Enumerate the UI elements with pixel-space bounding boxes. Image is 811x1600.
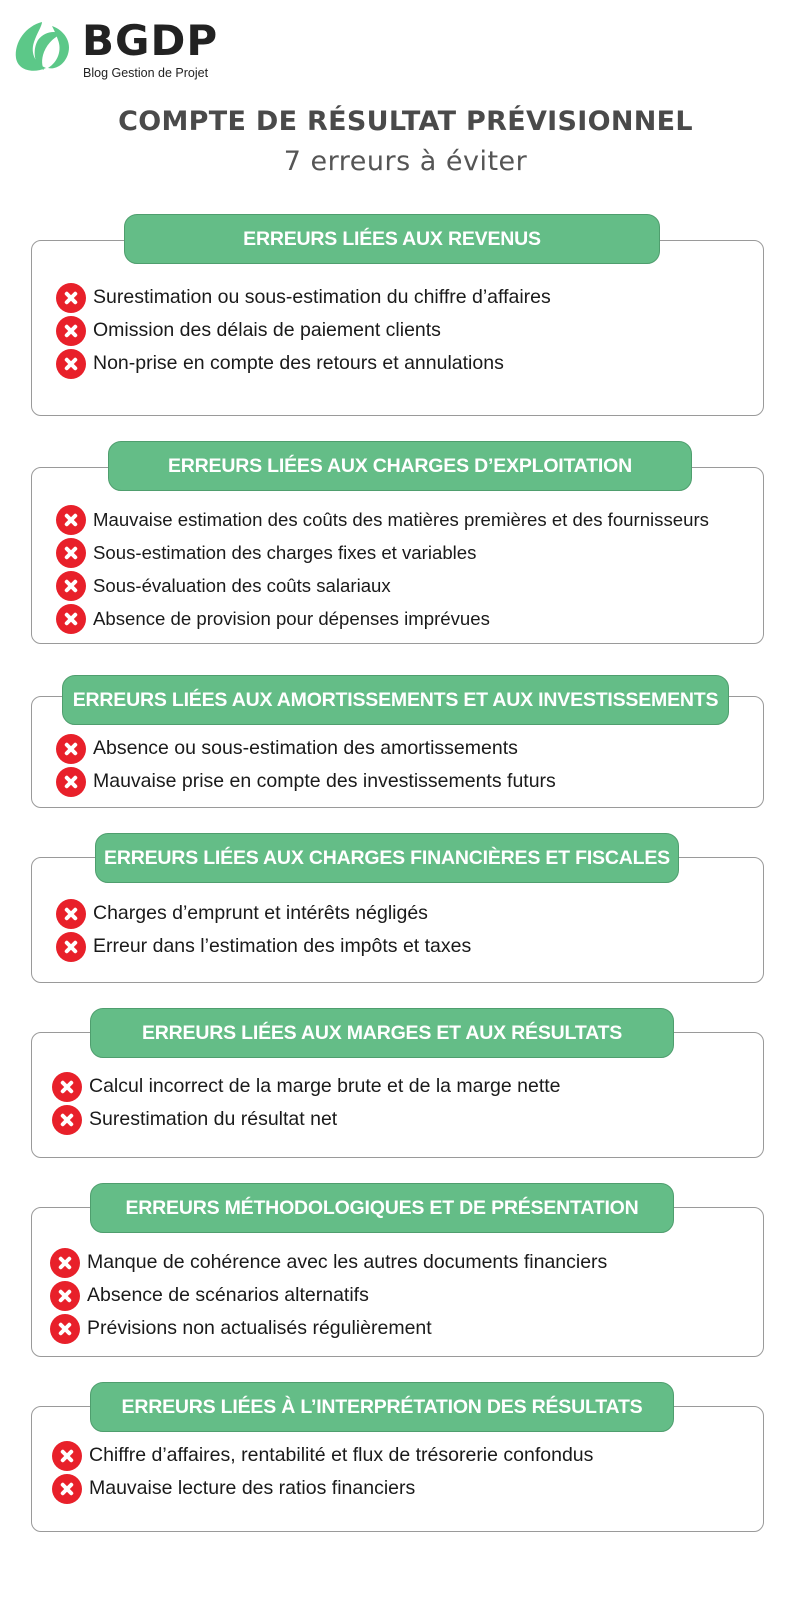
list-item-text: Sous-estimation des charges fixes et variables <box>93 541 477 563</box>
section-heading: ERREURS LIÉES À L’INTERPRÉTATION DES RÉSULTATS <box>90 1382 674 1432</box>
error-x-icon <box>52 1105 82 1135</box>
section-heading: ERREURS LIÉES AUX CHARGES FINANCIÈRES ET FISCALES <box>95 833 679 883</box>
section-heading: ERREURS LIÉES AUX AMORTISSEMENTS ET AUX INVESTISSEMENTS <box>62 675 729 725</box>
list-item <box>52 1103 561 1136</box>
error-x-icon <box>52 1474 82 1504</box>
error-x-icon <box>56 505 86 535</box>
error-x-icon <box>56 899 86 929</box>
brand-tagline: Blog Gestion de Projet <box>83 66 209 80</box>
list-item <box>52 1472 593 1505</box>
section-heading: ERREURS LIÉES AUX REVENUS <box>124 214 660 264</box>
section-heading: ERREURS LIÉES AUX CHARGES D’EXPLOITATION <box>108 441 692 491</box>
list-item-text: Non-prise en compte des retours et annulations <box>93 352 504 374</box>
error-x-icon <box>56 571 86 601</box>
brand-name: BGDP <box>82 16 219 65</box>
error-x-icon <box>56 316 86 346</box>
list-item <box>56 314 551 347</box>
list-item <box>52 1439 593 1472</box>
error-x-icon <box>56 767 86 797</box>
list-item <box>50 1279 607 1312</box>
list-item <box>56 281 551 314</box>
list-item-text: Chiffre d’affaires, rentabilité et flux de trésorerie confondus <box>89 1444 594 1466</box>
list-item-text: Erreur dans l’estimation des impôts et taxes <box>93 935 472 957</box>
error-x-icon <box>50 1248 80 1278</box>
error-x-icon <box>56 349 86 379</box>
section-heading: ERREURS LIÉES AUX MARGES ET AUX RÉSULTATS <box>90 1008 674 1058</box>
error-x-icon <box>52 1441 82 1471</box>
error-x-icon <box>56 932 86 962</box>
list-item-text: Prévisions non actualisés régulièrement <box>87 1317 432 1339</box>
error-x-icon <box>52 1072 82 1102</box>
list-item <box>56 765 556 798</box>
list-item <box>56 536 709 569</box>
page-title: COMPTE DE RÉSULTAT PRÉVISIONNEL <box>118 106 693 137</box>
list-item-text: Manque de cohérence avec les autres documents financiers <box>87 1251 608 1273</box>
list-item-text: Absence de provision pour dépenses imprévues <box>93 607 490 629</box>
list-item-text: Mauvaise lecture des ratios financiers <box>89 1477 416 1499</box>
list-item <box>56 569 709 602</box>
list-item <box>56 930 471 963</box>
list-item-text: Surestimation ou sous-estimation du chiffre d’affaires <box>93 286 551 308</box>
list-item <box>56 347 551 380</box>
list-item-text: Charges d’emprunt et intérêts négligés <box>93 902 428 924</box>
list-item-text: Mauvaise prise en compte des investissements futurs <box>93 770 556 792</box>
list-item-text: Sous-évaluation des coûts salariaux <box>93 574 391 596</box>
brand-logo <box>12 18 232 84</box>
page-subtitle: 7 erreurs à éviter <box>283 146 528 177</box>
list-item-text: Absence de scénarios alternatifs <box>87 1284 369 1306</box>
list-item-text: Surestimation du résultat net <box>89 1108 338 1130</box>
error-x-icon <box>50 1314 80 1344</box>
list-item-text: Calcul incorrect de la marge brute et de la marge nette <box>89 1075 561 1097</box>
error-x-icon <box>56 734 86 764</box>
list-item <box>56 897 471 930</box>
list-item-text: Mauvaise estimation des coûts des matières premières et des fournisseurs <box>93 508 709 530</box>
list-item-text: Absence ou sous-estimation des amortissements <box>93 737 518 759</box>
list-item <box>56 503 709 536</box>
leaf-logo-icon <box>12 18 72 74</box>
error-x-icon <box>56 604 86 634</box>
error-x-icon <box>50 1281 80 1311</box>
list-item <box>52 1070 561 1103</box>
list-item <box>56 602 709 635</box>
error-x-icon <box>56 538 86 568</box>
list-item <box>56 732 556 765</box>
error-x-icon <box>56 283 86 313</box>
list-item <box>50 1312 607 1345</box>
list-item-text: Omission des délais de paiement clients <box>93 319 441 341</box>
list-item <box>50 1246 607 1279</box>
section-heading: ERREURS MÉTHODOLOGIQUES ET DE PRÉSENTATION <box>90 1183 674 1233</box>
